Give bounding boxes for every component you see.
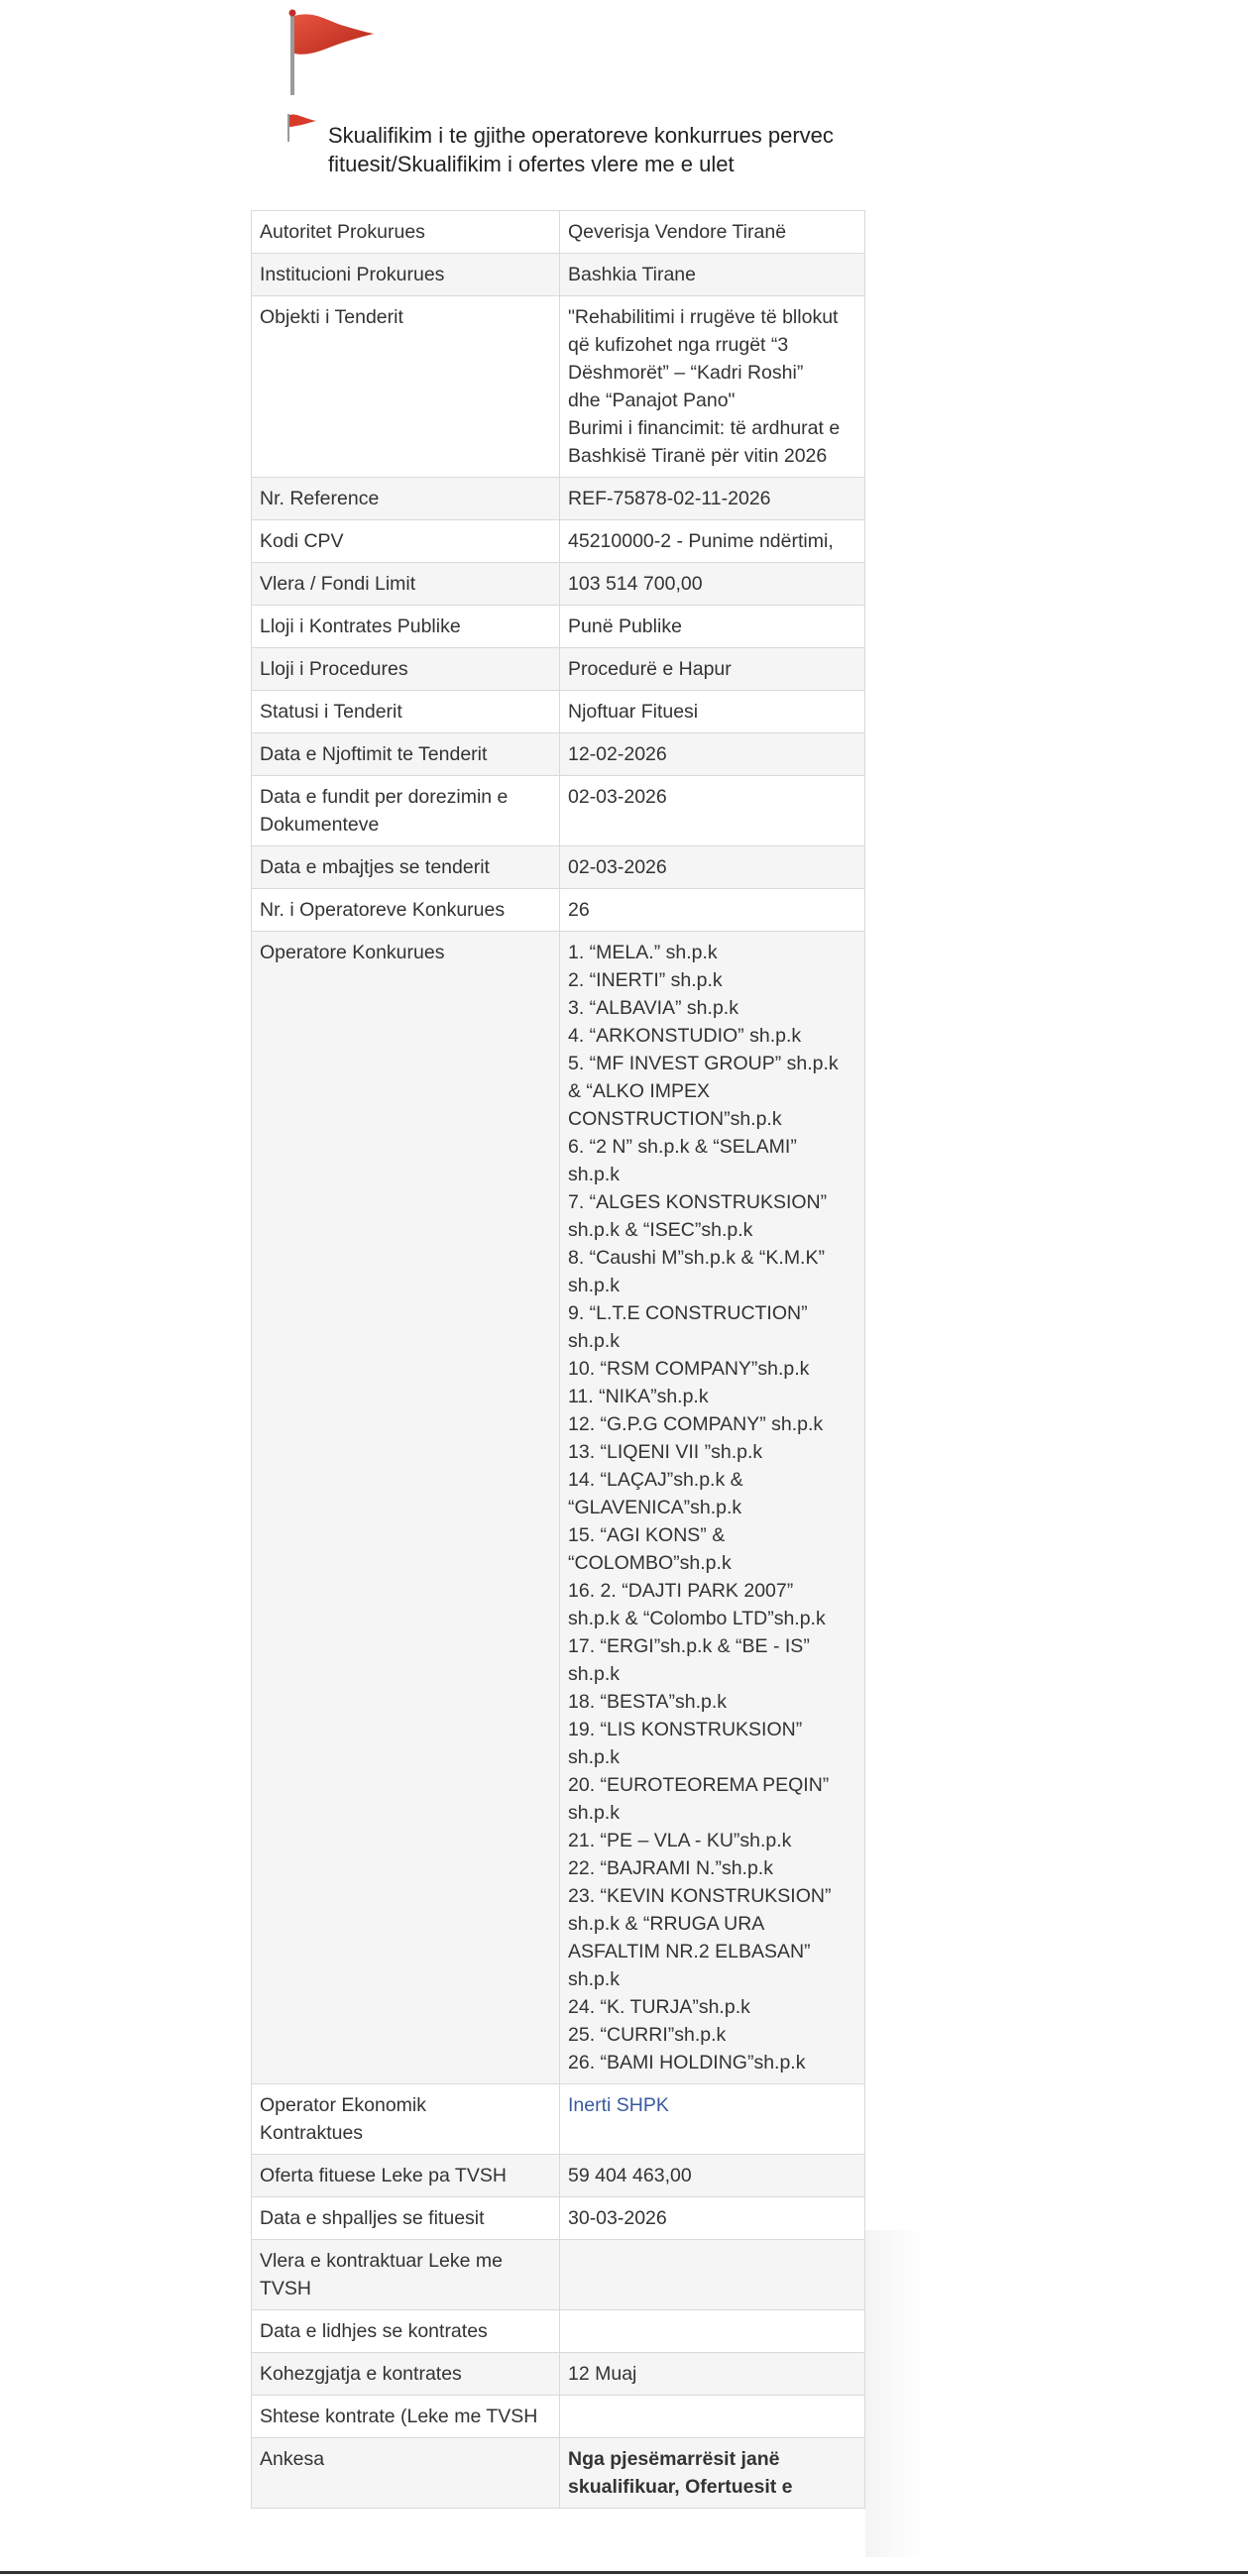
table-row: [252, 2353, 865, 2396]
table-row: [252, 606, 865, 648]
row-label: Institucioni Prokurues: [252, 254, 560, 296]
row-label: Data e mbajtjes se tenderit: [252, 846, 560, 889]
complaint-line: Nga pjesëmarrësit janë: [568, 2448, 780, 2470]
operator-line: 13. “LIQENI VII ”sh.p.k: [568, 1441, 763, 1463]
bottom-divider: [0, 2571, 1248, 2574]
row-label: Autoritet Prokurues: [252, 211, 560, 254]
row-value: 59 404 463,00: [560, 2155, 865, 2197]
table-row: [252, 932, 865, 2084]
operator-line: 11. “NIKA”sh.p.k: [568, 1386, 709, 1407]
operator-line: “COLOMBO”sh.p.k: [568, 1552, 732, 1574]
table-row: [252, 889, 865, 932]
tender-object: [560, 296, 865, 478]
operator-line: CONSTRUCTION”sh.p.k: [568, 1108, 782, 1130]
status-line-2: fituesit/Skualifikim i ofertes vlere me e ulet: [328, 152, 735, 176]
operator-line: 14. “LAÇAJ”sh.p.k &: [568, 1469, 743, 1491]
label-line: Dokumenteve: [260, 814, 380, 836]
operator-line: sh.p.k: [568, 1746, 621, 1768]
row-value: 02-03-2026: [560, 846, 865, 889]
row-label: Lloji i Procedures: [252, 648, 560, 691]
operator-line: sh.p.k & “RRUGA URA: [568, 1913, 765, 1935]
row-label: Lloji i Kontrates Publike: [252, 606, 560, 648]
table-row: [252, 846, 865, 889]
row-label: Kodi CPV: [252, 520, 560, 563]
table-row: [252, 648, 865, 691]
operator-line: 4. “ARKONSTUDIO” sh.p.k: [568, 1025, 802, 1047]
row-label: Statusi i Tenderit: [252, 691, 560, 733]
contractor-link[interactable]: Inerti SHPK: [568, 2094, 669, 2116]
operator-line: sh.p.k & “ISEC”sh.p.k: [568, 1219, 753, 1241]
row-value: Njoftuar Fituesi: [560, 691, 865, 733]
row-value: 30-03-2026: [560, 2197, 865, 2240]
red-flag-icon: [284, 8, 380, 97]
status-line-1: Skualifikim i te gjithe operatoreve konkurrues pervec: [328, 123, 834, 148]
operator-line: 15. “AGI KONS” &: [568, 1524, 726, 1546]
object-line: dhe “Panajot Pano": [568, 390, 736, 411]
label-line: TVSH: [260, 2278, 312, 2299]
table-row: [252, 2084, 865, 2155]
object-line: Bashkisë Tiranë për vitin 2026: [568, 445, 828, 467]
red-flag-icon: [284, 112, 318, 144]
tender-status-heading: [328, 121, 883, 178]
operator-line: 10. “RSM COMPANY”sh.p.k: [568, 1358, 810, 1380]
table-row: [252, 2197, 865, 2240]
table-row: [252, 776, 865, 846]
row-value: [560, 2240, 865, 2310]
row-value: [560, 2310, 865, 2353]
row-value: Bashkia Tirane: [560, 254, 865, 296]
row-label: Vlera / Fondi Limit: [252, 563, 560, 606]
row-label: Ankesa: [252, 2438, 560, 2509]
table-row: [252, 2155, 865, 2197]
operator-line: 1. “MELA.” sh.p.k: [568, 942, 718, 963]
operator-line: sh.p.k: [568, 1275, 621, 1296]
row-label: Kohezgjatja e kontrates: [252, 2353, 560, 2396]
complaint-line: skualifikuar, Ofertuesit e: [568, 2476, 793, 2498]
row-label: [252, 776, 560, 846]
operator-line: & “ALKO IMPEX: [568, 1080, 711, 1102]
contractor-cell: [560, 2084, 865, 2155]
operator-line: 22. “BAJRAMI N.”sh.p.k: [568, 1857, 773, 1879]
row-label: Data e Njoftimit te Tenderit: [252, 733, 560, 776]
object-line: Dëshmorët” – “Kadri Roshi”: [568, 362, 804, 384]
operator-line: sh.p.k: [568, 1802, 621, 1824]
row-label: Data e shpalljes se fituesit: [252, 2197, 560, 2240]
operator-line: 5. “MF INVEST GROUP” sh.p.k: [568, 1053, 839, 1074]
row-label: Objekti i Tenderit: [252, 296, 560, 478]
row-value: 12 Muaj: [560, 2353, 865, 2396]
row-label: Oferta fituese Leke pa TVSH: [252, 2155, 560, 2197]
operator-line: sh.p.k & “Colombo LTD”sh.p.k: [568, 1608, 826, 1629]
row-label: Nr. Reference: [252, 478, 560, 520]
table-row: [252, 478, 865, 520]
row-value: Procedurë e Hapur: [560, 648, 865, 691]
operator-line: sh.p.k: [568, 1164, 621, 1185]
operator-line: 12. “G.P.G COMPANY” sh.p.k: [568, 1413, 824, 1435]
object-line: që kufizohet nga rrugët “3: [568, 334, 789, 356]
row-value: 45210000-2 - Punime ndërtimi,: [560, 520, 865, 563]
row-value: [560, 2396, 865, 2438]
object-line: "Rehabilitimi i rrugëve të bllokut: [568, 306, 839, 328]
table-row: [252, 296, 865, 478]
operators-list: [560, 932, 865, 2084]
row-label: [252, 2240, 560, 2310]
operator-line: 9. “L.T.E CONSTRUCTION”: [568, 1302, 808, 1324]
table-row: [252, 2240, 865, 2310]
table-row: [252, 254, 865, 296]
operator-line: 19. “LIS KONSTRUKSION”: [568, 1719, 803, 1740]
label-line: Data e fundit per dorezimin e: [260, 786, 509, 808]
operator-line: 6. “2 N” sh.p.k & “SELAMI”: [568, 1136, 797, 1158]
complaint-text: [560, 2438, 865, 2509]
row-value: 02-03-2026: [560, 776, 865, 846]
row-value: 12-02-2026: [560, 733, 865, 776]
row-value: Punë Publike: [560, 606, 865, 648]
operator-line: 17. “ERGI”sh.p.k & “BE - IS”: [568, 1635, 810, 1657]
row-label: Operatore Konkurues: [252, 932, 560, 2084]
row-value: REF-75878-02-11-2026: [560, 478, 865, 520]
table-row: [252, 733, 865, 776]
table-row: [252, 563, 865, 606]
table-row: [252, 2310, 865, 2353]
operator-line: 3. “ALBAVIA” sh.p.k: [568, 997, 738, 1019]
operator-line: 25. “CURRI”sh.p.k: [568, 2024, 727, 2046]
operator-line: 26. “BAMI HOLDING”sh.p.k: [568, 2052, 806, 2073]
row-label: Data e lidhjes se kontrates: [252, 2310, 560, 2353]
operator-line: “GLAVENICA”sh.p.k: [568, 1497, 742, 1518]
operator-line: 2. “INERTI” sh.p.k: [568, 969, 723, 991]
table-row: [252, 520, 865, 563]
label-line: Kontraktues: [260, 2122, 364, 2144]
row-label: Shtese kontrate (Leke me TVSH: [252, 2396, 560, 2438]
operator-line: 8. “Caushi M”sh.p.k & “K.M.K”: [568, 1247, 825, 1269]
operator-line: 23. “KEVIN KONSTRUKSION”: [568, 1885, 832, 1907]
side-shadow: [865, 2230, 923, 2557]
operator-line: sh.p.k: [568, 1968, 621, 1990]
row-value: 103 514 700,00: [560, 563, 865, 606]
label-line: Operator Ekonomik: [260, 2094, 426, 2116]
label-line: Vlera e kontraktuar Leke me: [260, 2250, 503, 2272]
table-row: [252, 691, 865, 733]
table-row: [252, 2396, 865, 2438]
tender-details-table: [251, 210, 865, 2509]
operator-line: 7. “ALGES KONSTRUKSION”: [568, 1191, 828, 1213]
operator-line: ASFALTIM NR.2 ELBASAN”: [568, 1941, 811, 1962]
object-line: Burimi i financimit: të ardhurat e: [568, 417, 841, 439]
row-label: [252, 2084, 560, 2155]
operator-line: sh.p.k: [568, 1663, 621, 1685]
operator-line: 24. “K. TURJA”sh.p.k: [568, 1996, 750, 2018]
row-label: Nr. i Operatoreve Konkurues: [252, 889, 560, 932]
operator-line: 18. “BESTA”sh.p.k: [568, 1691, 728, 1713]
table-row: [252, 211, 865, 254]
operator-line: sh.p.k: [568, 1330, 621, 1352]
operator-line: 21. “PE – VLA - KU”sh.p.k: [568, 1830, 792, 1851]
operator-line: 20. “EUROTEOREMA PEQIN”: [568, 1774, 830, 1796]
row-value: 26: [560, 889, 865, 932]
table-row: [252, 2438, 865, 2509]
operator-line: 16. 2. “DAJTI PARK 2007”: [568, 1580, 794, 1602]
row-value: Qeverisja Vendore Tiranë: [560, 211, 865, 254]
